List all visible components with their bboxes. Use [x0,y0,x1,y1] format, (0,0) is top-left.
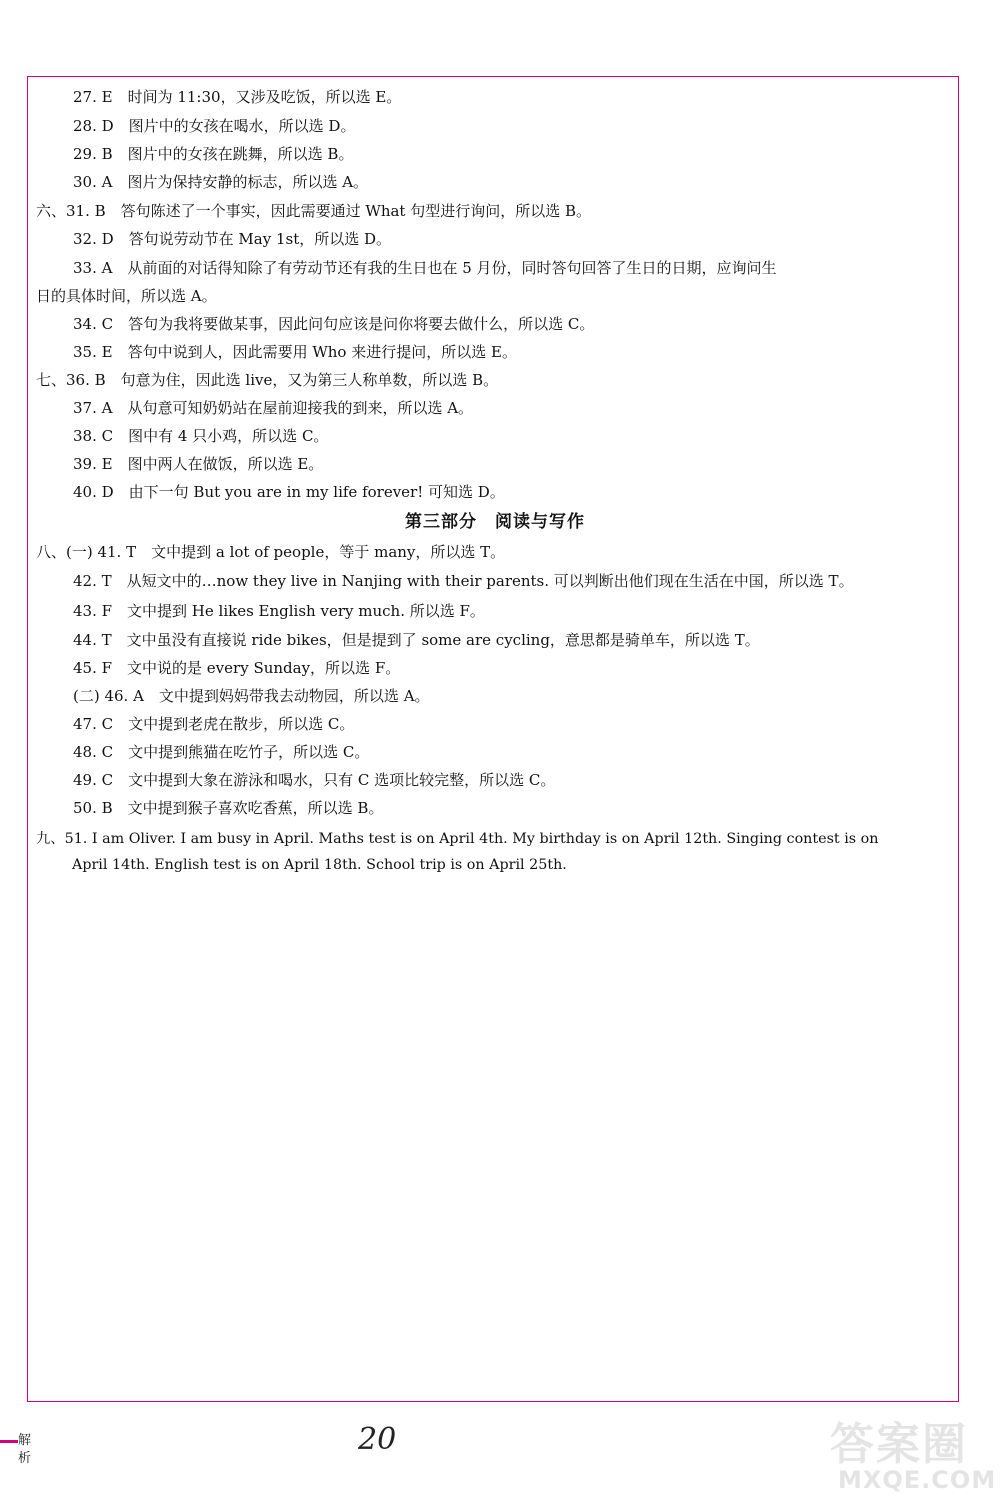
answer-46: (二) 46. A 文中提到妈妈带我去动物园，所以选 A。 [73,687,430,705]
answer-33-line2: 日的具体时间，所以选 A。 [36,287,217,305]
answer-44: 44. T 文中虽没有直接说 ride bikes，但是提到了 some are cycling，意思都是骑单车，所以选 T。 [73,631,760,649]
answer-28: 28. D 图片中的女孩在喝水，所以选 D。 [73,117,356,135]
handwritten-page-number: 20 [358,1422,397,1457]
answer-50: 50. B 文中提到猴子喜欢吃香蕉，所以选 B。 [73,799,384,817]
answer-29: 29. B 图片中的女孩在跳舞，所以选 B。 [73,145,354,163]
answer-31: 六、31. B 答句陈述了一个事实，因此需要通过 What 句型进行询问，所以选 B。 [36,202,592,220]
answer-40: 40. D 由下一句 But you are in my life forever! 可知选 D。 [73,483,505,501]
answer-27: 27. E 时间为 11:30，又涉及吃饭，所以选 E。 [73,88,402,106]
answer-35: 35. E 答句中说到人，因此需要用 Who 来进行提问，所以选 E。 [73,343,517,361]
answer-37: 37. A 从句意可知奶奶站在屋前迎接我的到来，所以选 A。 [73,399,474,417]
answer-30: 30. A 图片为保持安静的标志，所以选 A。 [73,173,369,191]
answer-48: 48. C 文中提到熊猫在吃竹子，所以选 C。 [73,743,370,761]
answer-36: 七、36. B 句意为住，因此选 live，又为第三人称单数，所以选 B。 [36,371,499,389]
answer-42: 42. T 从短文中的…now they live in Nanjing with their parents. 可以判断出他们现在生活在中国，所以选 T。 [73,572,854,590]
answer-33-line1: 33. A 从前面的对话得知除了有劳动节还有我的生日也在 5 月份，同时答句回答了生日的日期，应询问生 [73,259,777,277]
watermark-top: 答案圈 [830,1419,968,1470]
watermark-logo [830,1408,997,1498]
answer-49: 49. C 文中提到大象在游泳和喝水，只有 C 选项比较完整，所以选 C。 [73,771,556,789]
answer-32: 32. D 答句说劳动节在 May 1st，所以选 D。 [73,230,392,248]
section-title: 第三部分 阅读与写作 [405,512,585,532]
footer-tab [0,1432,42,1466]
watermark-bottom: MXQE.COM [838,1466,997,1494]
answer-51-line1: 九、51. I am Oliver. I am busy in April. Maths test is on April 4th. My birthday is on April 12th. Singing contest is on [36,831,879,847]
answer-38: 38. C 图中有 4 只小鸡，所以选 C。 [73,427,329,445]
answer-39: 39. E 图中两人在做饭，所以选 E。 [73,455,324,473]
answer-43: 43. F 文中提到 He likes English very much. 所以选 F。 [73,602,485,620]
footer-tab-label: 解析 [18,1433,32,1466]
answer-34: 34. C 答句为我将要做某事，因此问句应该是问你将要去做什么，所以选 C。 [73,315,595,333]
answer-51-line2: April 14th. English test is on April 18th. School trip is on April 25th. [72,857,567,873]
answer-45: 45. F 文中说的是 every Sunday，所以选 F。 [73,659,401,677]
answer-47: 47. C 文中提到老虎在散步，所以选 C。 [73,715,355,733]
answer-41: 八、(一) 41. T 文中提到 a lot of people，等于 many，所以选 T。 [36,543,506,561]
footer-tab-bar [0,1440,18,1443]
